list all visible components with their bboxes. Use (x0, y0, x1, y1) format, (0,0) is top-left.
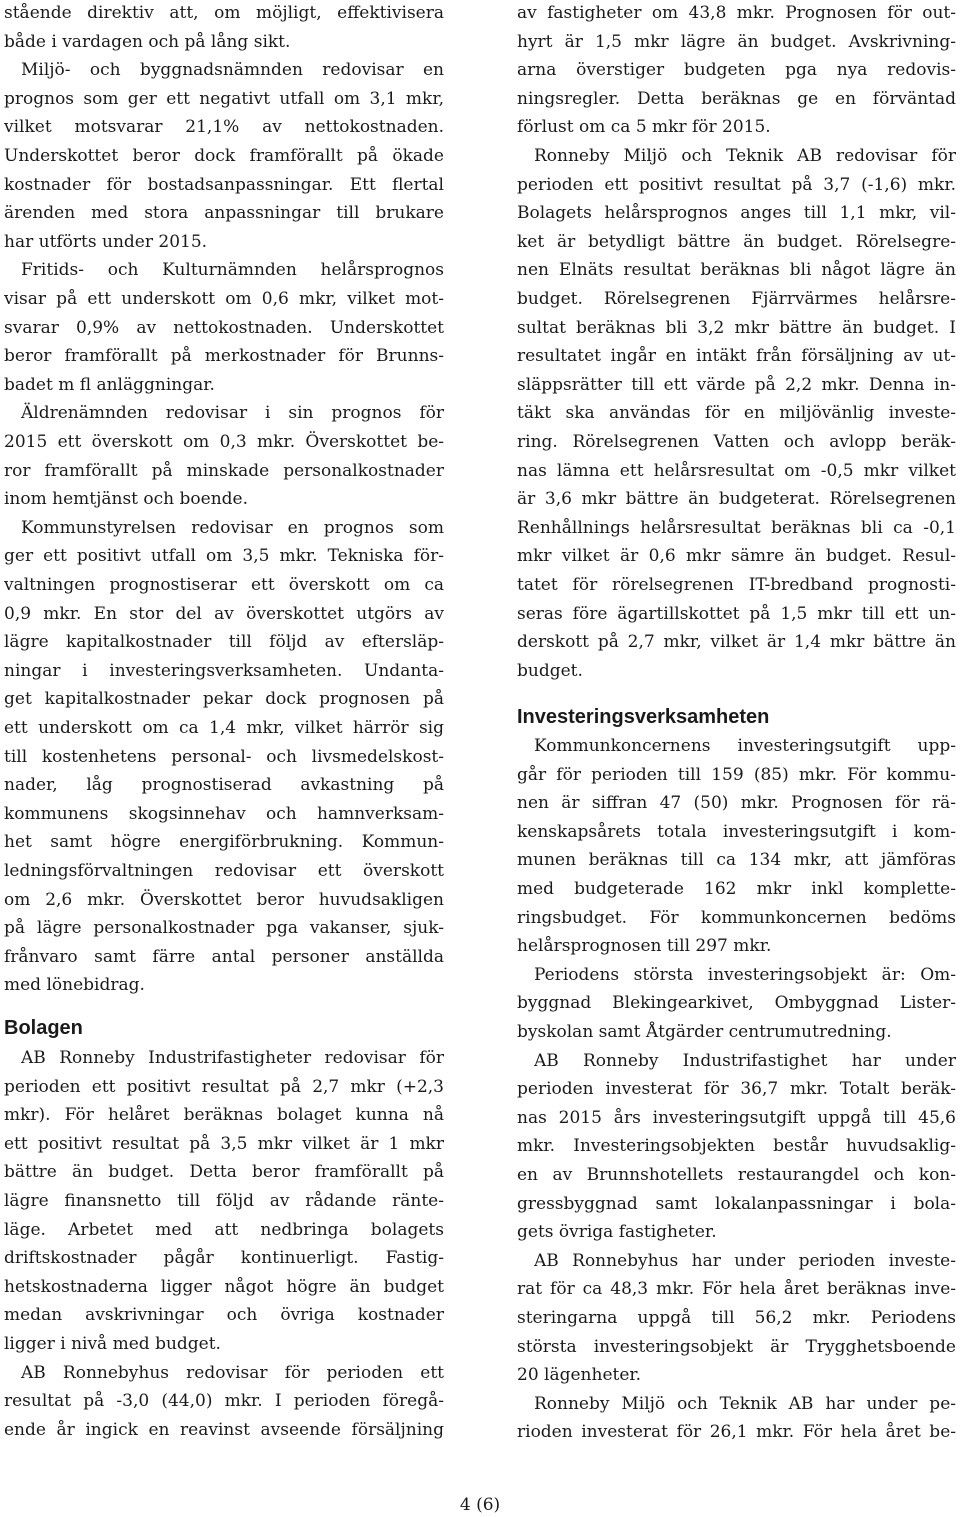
text-line: både i vardagen och på lång sikt. (4, 31, 291, 52)
text-line: ende år ingick en reavinst avseende försäljning (4, 1419, 444, 1440)
text-line: steringarna uppgå till 56,2 mkr. Periodens (517, 1308, 956, 1328)
text-line: svarar 0,9% av nettokostnaden. Underskottet (4, 317, 444, 338)
text-line: förlust om ca 5 mkr för 2015. (517, 117, 771, 138)
section-heading-investeringsverksamheten: Investeringsverksamheten (517, 706, 770, 728)
text-line: kostnader för bostadsanpassningar. Ett flertal (4, 174, 444, 195)
text-line: vilket motsvarar 21,1% av nettokostnaden. (4, 117, 444, 138)
text-line: ledningsförvaltningen redovisar ett överskott (4, 861, 444, 881)
text-line: nader, låg prognostiserad avkastning på (4, 775, 444, 796)
text-line: Kommunkoncernens investeringsutgift upp- (534, 736, 956, 756)
text-line: Miljö- och byggnadsnämnden redovisar en (21, 60, 444, 81)
text-line: Ronneby Miljö och Teknik AB redovisar för (534, 146, 956, 166)
text-line: medan avskrivningar och övriga kostnader (4, 1305, 444, 1326)
text-line: en av Brunnshotellets restaurangdel och kon- (517, 1165, 956, 1185)
text-line: mkr). För helåret beräknas bolaget kunna nå (4, 1105, 444, 1126)
text-line: till kostenhetens personal- och livsmedelskost- (4, 746, 444, 767)
text-line: byskolan samt Åtgärder centrumutredning. (517, 1022, 892, 1042)
text-line: budget. Rörelsegrenen Fjärrvärmes helårsre- (517, 289, 956, 309)
text-line: går för perioden till 159 (85) mkr. För kommu- (517, 764, 956, 785)
text-line: Periodens största investeringsobjekt är: Om- (534, 964, 956, 985)
text-line: Renhållnings helårsresultat beräknas bli ca -0,1 (517, 517, 956, 538)
text-line: ningsregler. Detta beräknas ge en förväntad (517, 88, 956, 109)
text-line: kommunens skogsinnehav och hamnverksam- (4, 803, 444, 824)
text-line: bättre än budget. Detta beror framförallt på (4, 1162, 444, 1183)
text-line: Underskottet beror dock framförallt på ökade (4, 146, 444, 166)
page-number: 4 (6) (459, 1495, 501, 1515)
text-line: ringsbudget. För kommunkoncernen bedöms (517, 907, 956, 928)
text-line: get kapitalkostnader pekar dock prognosen på (4, 689, 444, 710)
text-line: beror framförallt på merkostnader för Brunns- (4, 346, 444, 367)
text-line: ett positivt resultat på 3,5 mkr vilket är 1 mkr (4, 1133, 444, 1154)
text-line: rioden investerat för 26,1 mkr. För hela året be- (517, 1422, 956, 1443)
text-line: seras före ägartillskottet på 1,5 mkr till ett un- (517, 603, 956, 624)
text-line: prognos som ger ett negativt utfall om 3,1 mkr, (4, 88, 444, 109)
text-line: visar på ett underskott om 0,6 mkr, vilket mot- (4, 289, 444, 309)
text-line: ring. Rörelsegrenen Vatten och avlopp beräk- (517, 432, 956, 452)
text-line: Äldrenämnden redovisar i sin prognos för (21, 403, 444, 424)
text-line: gressbyggnad samt lokalanpassningar i bola- (517, 1193, 956, 1214)
text-line: 0,9 mkr. En stor del av överskottet utgörs av (4, 603, 444, 624)
text-line: största investeringsobjekt är Trygghetsboende (517, 1336, 956, 1357)
text-line: lägre kapitalkostnader till följd av eftersläp- (4, 632, 444, 653)
text-line: Ronneby Miljö och Teknik AB har under pe- (534, 1393, 956, 1414)
text-line: AB Ronnebyhus har under perioden investe- (534, 1250, 956, 1271)
text-line: har utförts under 2015. (4, 231, 208, 252)
text-line: ett underskott om ca 1,4 mkr, vilket härrör sig (4, 718, 444, 738)
text-line: sultat beräknas bli 3,2 mkr bättre än budget. I (517, 317, 956, 338)
text-line: ror framförallt på minskade personalkostnader (4, 460, 444, 481)
text-line: mkr. Investeringsobjekten består huvudsaklig- (517, 1136, 956, 1157)
text-line: hyrt är 1,5 mkr lägre än budget. Avskrivning- (517, 31, 956, 52)
text-line: Bolagets helårsprognos anges till 1,1 mkr, vil- (517, 203, 956, 224)
text-line: 2015 ett överskott om 0,3 mkr. Överskottet be- (4, 432, 444, 452)
text-line: derskott på 2,7 mkr, vilket är 1,4 mkr bättre än (517, 632, 956, 653)
text-line: nas lämna ett helårsresultat om -0,5 mkr vilket (517, 460, 956, 481)
text-line: valtningen prognostiserar ett överskott om ca (4, 575, 444, 595)
text-line: på lägre personalkostnader pga vakanser, sjuk- (4, 918, 444, 939)
text-line: Fritids- och Kulturnämnden helårsprognos (21, 260, 444, 281)
text-line: resultatet ingår en intäkt från försäljning av ut- (517, 346, 956, 367)
text-line: stående direktiv att, om möjligt, effektivisera (4, 3, 444, 23)
section-heading-bolagen: Bolagen (4, 1017, 83, 1039)
text-line: AB Ronneby Industrifastigheter redovisar för (21, 1048, 444, 1068)
text-line: inom hemtjänst och boende. (4, 489, 249, 510)
text-line: med lönebidrag. (4, 975, 145, 996)
text-line: 20 lägenheter. (517, 1365, 642, 1386)
text-line: med budgeterade 162 mkr inkl komplette- (517, 879, 956, 899)
text-line: nen är siffran 47 (50) mkr. Prognosen för rä- (517, 793, 956, 814)
text-line: tatet för rörelsegrenen IT-bredband prognosti- (517, 575, 956, 595)
text-line: frånvaro samt färre antal personer anställda (4, 946, 444, 967)
text-line: AB Ronnebyhus redovisar för perioden ett (21, 1362, 444, 1383)
text-line: nas 2015 års investeringsutgift uppgå till 45,6 (517, 1107, 956, 1128)
text-line: ket är betydligt bättre än budget. Rörelsegre- (517, 231, 956, 252)
text-line: täkt ska användas för en miljövänlig investe- (517, 403, 956, 424)
text-line: helårsprognosen till 297 mkr. (517, 936, 772, 957)
text-line: badet m fl anläggningar. (4, 374, 215, 395)
text-line: kenskapsårets totala investeringsutgift i kom- (517, 821, 956, 842)
text-line: läge. Arbetet med att nedbringa bolagets (4, 1219, 444, 1240)
text-line: släppsrätter till ett värde på 2,2 mkr. Denna in- (517, 374, 956, 395)
text-line: AB Ronneby Industrifastighet har under (534, 1050, 956, 1071)
text-line: Kommunstyrelsen redovisar en prognos som (21, 517, 444, 538)
text-line: gets övriga fastigheter. (517, 1222, 717, 1243)
text-line: ärenden med stora anpassningar till brukare (4, 203, 444, 224)
text-line: om 2,6 mkr. Överskottet beror huvudsakligen (4, 889, 444, 910)
text-line: lägre finansnetto till följd av rådande ränte- (4, 1191, 444, 1211)
text-line: rat för ca 48,3 mkr. För hela året beräknas inve- (517, 1279, 956, 1300)
text-line: perioden ett positivt resultat på 2,7 mkr (+2,3 (4, 1076, 444, 1097)
text-line: av fastigheter om 43,8 mkr. Prognosen för out- (517, 3, 956, 23)
text-line: nen Elnäts resultat beräknas bli något lägre än (517, 260, 956, 281)
text-line: ningar i investeringsverksamheten. Undanta- (4, 660, 444, 681)
text-line: munen beräknas till ca 134 mkr, att jämföras (517, 850, 956, 871)
text-line: ligger i nivå med budget. (4, 1334, 221, 1354)
text-line: perioden investerat för 36,7 mkr. Totalt beräk- (517, 1079, 956, 1100)
text-line: mkr vilket är 0,6 mkr sämre än budget. Resul- (517, 546, 956, 567)
text-line: är 3,6 mkr bättre än budgeterat. Rörelsegrenen (517, 489, 956, 510)
text-line: resultat på -3,0 (44,0) mkr. I perioden föregå- (4, 1391, 444, 1412)
text-line: byggnad Blekingearkivet, Ombyggnad Lister- (517, 993, 956, 1014)
text-line: arna överstiger budgeten pga nya redovis- (517, 60, 956, 81)
text-line: ger ett positivt utfall om 3,5 mkr. Tekniska för- (4, 546, 444, 567)
text-line: driftskostnader pågår kontinuerligt. Fastig- (4, 1248, 444, 1269)
text-line: het samt högre energiförbrukning. Kommun- (4, 832, 444, 853)
text-line: perioden ett positivt resultat på 3,7 (-1,6) mkr. (517, 174, 956, 195)
text-line: hetskostnaderna ligger något högre än budget (4, 1276, 444, 1297)
text-line: budget. (517, 660, 583, 681)
